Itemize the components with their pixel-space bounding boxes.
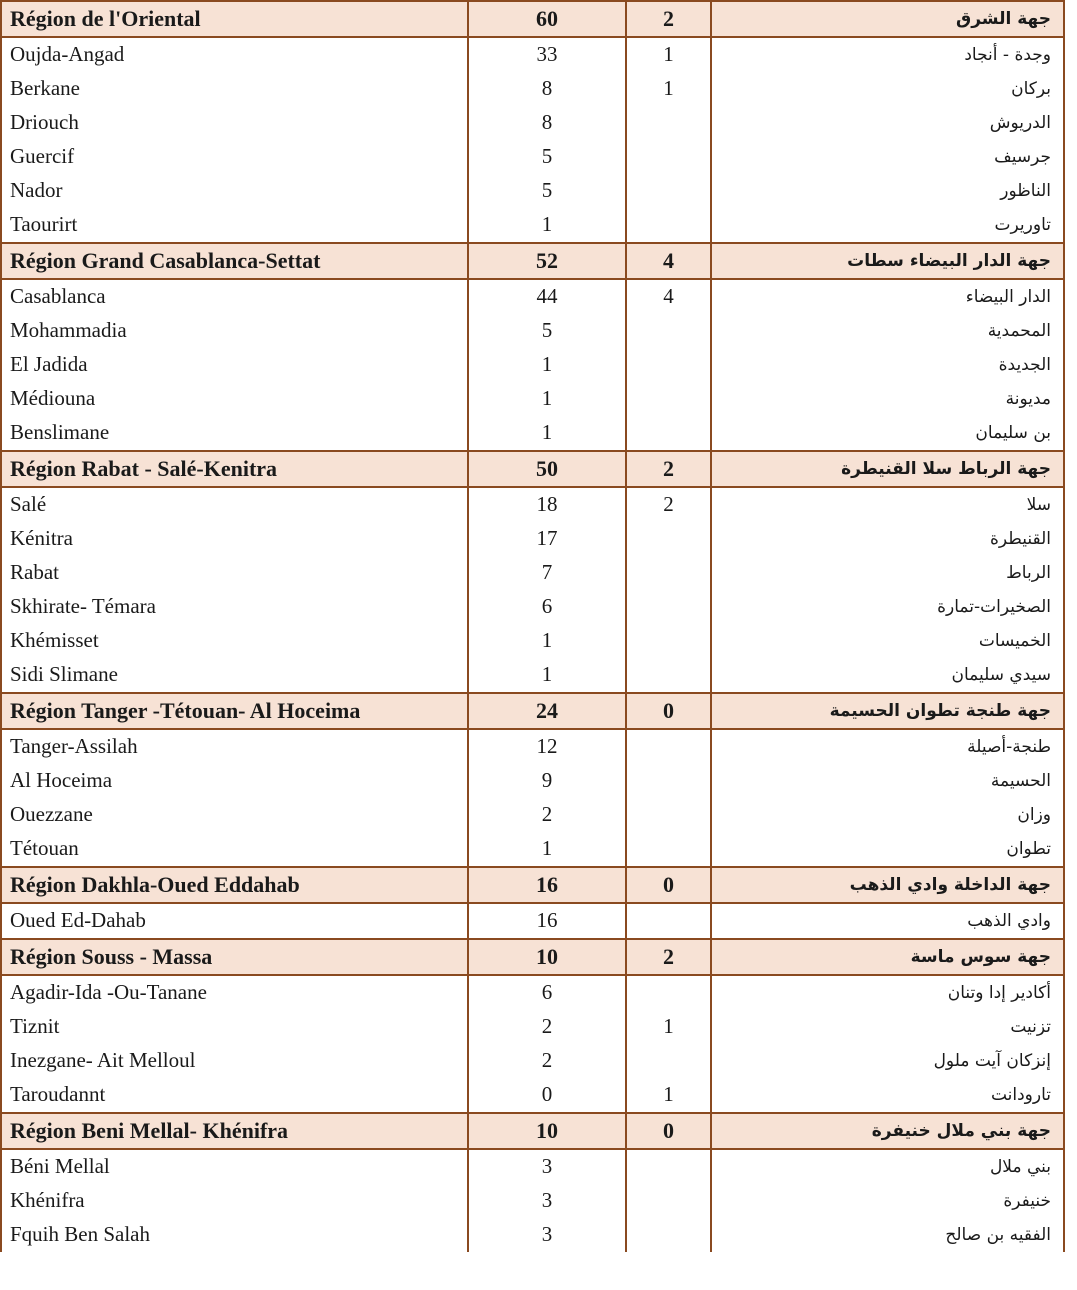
province-name-ar: تاوريرت <box>711 208 1064 243</box>
province-deaths-count <box>626 314 711 348</box>
province-name-ar: الجديدة <box>711 348 1064 382</box>
province-name-ar: بن سليمان <box>711 416 1064 451</box>
province-cases-count: 17 <box>468 522 626 556</box>
province-deaths-count <box>626 140 711 174</box>
province-name-ar: تارودانت <box>711 1078 1064 1113</box>
province-cases-count: 1 <box>468 348 626 382</box>
table-row <box>1 106 1064 140</box>
table-row <box>1 208 1064 243</box>
province-cases-count: 16 <box>468 903 626 939</box>
province-name-fr: Agadir-Ida -Ou-Tanane <box>1 975 468 1010</box>
province-name-fr: Skhirate- Témara <box>1 590 468 624</box>
province-name-ar: تزنيت <box>711 1010 1064 1044</box>
province-cases-count: 5 <box>468 140 626 174</box>
province-name-ar: الحسيمة <box>711 764 1064 798</box>
province-cases-count: 1 <box>468 382 626 416</box>
province-name-fr: Guercif <box>1 140 468 174</box>
province-name-fr: Tétouan <box>1 832 468 867</box>
region-name-fr: Région Souss - Massa <box>1 939 468 975</box>
province-deaths-count <box>626 624 711 658</box>
province-cases-count: 33 <box>468 37 626 72</box>
region-header-row <box>1 867 1064 903</box>
province-name-ar: سلا <box>711 487 1064 522</box>
table-row <box>1 975 1064 1010</box>
region-name-fr: Région Grand Casablanca-Settat <box>1 243 468 279</box>
region-header-row <box>1 693 1064 729</box>
province-name-fr: Khénifra <box>1 1184 468 1218</box>
province-deaths-count: 4 <box>626 279 711 314</box>
province-name-ar: طنجة-أصيلة <box>711 729 1064 764</box>
province-name-fr: Salé <box>1 487 468 522</box>
region-deaths-count: 0 <box>626 867 711 903</box>
province-cases-count: 7 <box>468 556 626 590</box>
province-name-fr: Béni Mellal <box>1 1149 468 1184</box>
province-name-ar: تطوان <box>711 832 1064 867</box>
province-deaths-count <box>626 590 711 624</box>
region-deaths-count: 2 <box>626 1 711 37</box>
region-name-fr: Région Dakhla-Oued Eddahab <box>1 867 468 903</box>
table-row <box>1 416 1064 451</box>
table-row <box>1 1184 1064 1218</box>
province-cases-count: 3 <box>468 1184 626 1218</box>
region-deaths-count: 0 <box>626 693 711 729</box>
province-deaths-count <box>626 208 711 243</box>
province-name-ar: الناظور <box>711 174 1064 208</box>
table-row <box>1 314 1064 348</box>
province-deaths-count <box>626 1149 711 1184</box>
table-row <box>1 590 1064 624</box>
province-name-fr: Sidi Slimane <box>1 658 468 693</box>
region-name-ar: جهة طنجة تطوان الحسيمة <box>711 693 1064 729</box>
table-row <box>1 624 1064 658</box>
province-name-fr: Khémisset <box>1 624 468 658</box>
province-name-ar: بركان <box>711 72 1064 106</box>
table-row <box>1 903 1064 939</box>
region-name-ar: جهة الداخلة وادي الذهب <box>711 867 1064 903</box>
province-deaths-count <box>626 1044 711 1078</box>
region-header-row <box>1 939 1064 975</box>
province-name-ar: سيدي سليمان <box>711 658 1064 693</box>
region-cases-count: 60 <box>468 1 626 37</box>
province-cases-count: 18 <box>468 487 626 522</box>
table-row <box>1 174 1064 208</box>
province-deaths-count <box>626 798 711 832</box>
province-name-ar: خنيفرة <box>711 1184 1064 1218</box>
province-deaths-count <box>626 522 711 556</box>
province-name-fr: Oued Ed-Dahab <box>1 903 468 939</box>
province-deaths-count: 1 <box>626 1010 711 1044</box>
region-header-row <box>1 451 1064 487</box>
province-deaths-count <box>626 174 711 208</box>
province-name-fr: Tanger-Assilah <box>1 729 468 764</box>
region-cases-count: 50 <box>468 451 626 487</box>
region-header-row <box>1 1 1064 37</box>
province-name-fr: Tiznit <box>1 1010 468 1044</box>
region-cases-count: 52 <box>468 243 626 279</box>
province-deaths-count: 1 <box>626 72 711 106</box>
province-deaths-count <box>626 1184 711 1218</box>
province-deaths-count: 2 <box>626 487 711 522</box>
table-row <box>1 658 1064 693</box>
province-name-fr: Fquih Ben Salah <box>1 1218 468 1252</box>
region-header-row <box>1 1113 1064 1149</box>
province-name-fr: Taourirt <box>1 208 468 243</box>
province-cases-count: 44 <box>468 279 626 314</box>
province-name-ar: مديونة <box>711 382 1064 416</box>
table-row <box>1 556 1064 590</box>
province-cases-count: 5 <box>468 314 626 348</box>
table-row <box>1 1010 1064 1044</box>
province-deaths-count <box>626 975 711 1010</box>
province-deaths-count: 1 <box>626 1078 711 1113</box>
province-name-fr: Berkane <box>1 72 468 106</box>
province-deaths-count <box>626 382 711 416</box>
province-deaths-count <box>626 1218 711 1252</box>
province-name-ar: جرسيف <box>711 140 1064 174</box>
table-row <box>1 1218 1064 1252</box>
province-deaths-count <box>626 729 711 764</box>
table-row <box>1 72 1064 106</box>
province-cases-count: 3 <box>468 1149 626 1184</box>
province-name-ar: وجدة - أنجاد <box>711 37 1064 72</box>
region-cases-count: 16 <box>468 867 626 903</box>
table-row <box>1 764 1064 798</box>
province-deaths-count <box>626 764 711 798</box>
province-deaths-count <box>626 106 711 140</box>
province-name-ar: وادي الذهب <box>711 903 1064 939</box>
province-cases-count: 6 <box>468 590 626 624</box>
province-deaths-count: 1 <box>626 37 711 72</box>
province-name-fr: Driouch <box>1 106 468 140</box>
region-cases-count: 10 <box>468 1113 626 1149</box>
table-row <box>1 279 1064 314</box>
table-row <box>1 832 1064 867</box>
table-row <box>1 140 1064 174</box>
province-cases-count: 1 <box>468 832 626 867</box>
province-cases-count: 2 <box>468 798 626 832</box>
province-cases-count: 0 <box>468 1078 626 1113</box>
province-name-fr: Médiouna <box>1 382 468 416</box>
region-name-ar: جهة بني ملال خنيفرة <box>711 1113 1064 1149</box>
region-header-row <box>1 243 1064 279</box>
province-name-fr: Kénitra <box>1 522 468 556</box>
region-cases-count: 24 <box>468 693 626 729</box>
province-name-ar: المحمدية <box>711 314 1064 348</box>
table-row <box>1 522 1064 556</box>
region-cases-count: 10 <box>468 939 626 975</box>
table-row <box>1 1044 1064 1078</box>
region-name-ar: جهة الدار البيضاء سطات <box>711 243 1064 279</box>
province-name-ar: الفقيه بن صالح <box>711 1218 1064 1252</box>
province-cases-count: 9 <box>468 764 626 798</box>
region-name-ar: جهة الشرق <box>711 1 1064 37</box>
province-deaths-count <box>626 903 711 939</box>
table-row <box>1 798 1064 832</box>
region-deaths-count: 0 <box>626 1113 711 1149</box>
province-cases-count: 6 <box>468 975 626 1010</box>
province-deaths-count <box>626 832 711 867</box>
region-deaths-count: 4 <box>626 243 711 279</box>
table-row <box>1 37 1064 72</box>
province-cases-count: 3 <box>468 1218 626 1252</box>
region-name-ar: جهة سوس ماسة <box>711 939 1064 975</box>
province-deaths-count <box>626 348 711 382</box>
table-body <box>1 1 1064 1252</box>
province-cases-count: 2 <box>468 1010 626 1044</box>
table-row <box>1 729 1064 764</box>
province-name-ar: بني ملال <box>711 1149 1064 1184</box>
province-name-fr: El Jadida <box>1 348 468 382</box>
province-cases-count: 2 <box>468 1044 626 1078</box>
table-row <box>1 382 1064 416</box>
table-row <box>1 348 1064 382</box>
region-name-ar: جهة الرباط سلا القنيطرة <box>711 451 1064 487</box>
province-name-ar: الدار البيضاء <box>711 279 1064 314</box>
province-name-fr: Al Hoceima <box>1 764 468 798</box>
region-name-fr: Région de l'Oriental <box>1 1 468 37</box>
province-cases-count: 1 <box>468 208 626 243</box>
province-name-ar: القنيطرة <box>711 522 1064 556</box>
table-row <box>1 487 1064 522</box>
region-name-fr: Région Rabat - Salé-Kenitra <box>1 451 468 487</box>
province-name-fr: Inezgane- Ait Melloul <box>1 1044 468 1078</box>
region-name-fr: Région Beni Mellal- Khénifra <box>1 1113 468 1149</box>
province-name-fr: Taroudannt <box>1 1078 468 1113</box>
province-name-fr: Rabat <box>1 556 468 590</box>
province-name-ar: الدريوش <box>711 106 1064 140</box>
province-name-fr: Oujda-Angad <box>1 37 468 72</box>
province-name-ar: أكادير إدا وتنان <box>711 975 1064 1010</box>
province-cases-count: 1 <box>468 624 626 658</box>
region-name-fr: Région Tanger -Tétouan- Al Hoceima <box>1 693 468 729</box>
province-deaths-count <box>626 556 711 590</box>
province-name-ar: الرباط <box>711 556 1064 590</box>
province-name-fr: Casablanca <box>1 279 468 314</box>
province-deaths-count <box>626 416 711 451</box>
region-deaths-count: 2 <box>626 451 711 487</box>
province-name-fr: Mohammadia <box>1 314 468 348</box>
table-row <box>1 1149 1064 1184</box>
province-deaths-count <box>626 658 711 693</box>
province-name-fr: Benslimane <box>1 416 468 451</box>
province-cases-count: 1 <box>468 416 626 451</box>
province-name-fr: Ouezzane <box>1 798 468 832</box>
province-name-fr: Nador <box>1 174 468 208</box>
province-cases-count: 1 <box>468 658 626 693</box>
province-name-ar: الخميسات <box>711 624 1064 658</box>
province-cases-count: 8 <box>468 106 626 140</box>
province-cases-count: 5 <box>468 174 626 208</box>
province-cases-count: 8 <box>468 72 626 106</box>
province-name-ar: الصخيرات-تمارة <box>711 590 1064 624</box>
table-row <box>1 1078 1064 1113</box>
province-name-ar: وزان <box>711 798 1064 832</box>
province-name-ar: إنزكان آيت ملول <box>711 1044 1064 1078</box>
region-deaths-count: 2 <box>626 939 711 975</box>
province-cases-count: 12 <box>468 729 626 764</box>
